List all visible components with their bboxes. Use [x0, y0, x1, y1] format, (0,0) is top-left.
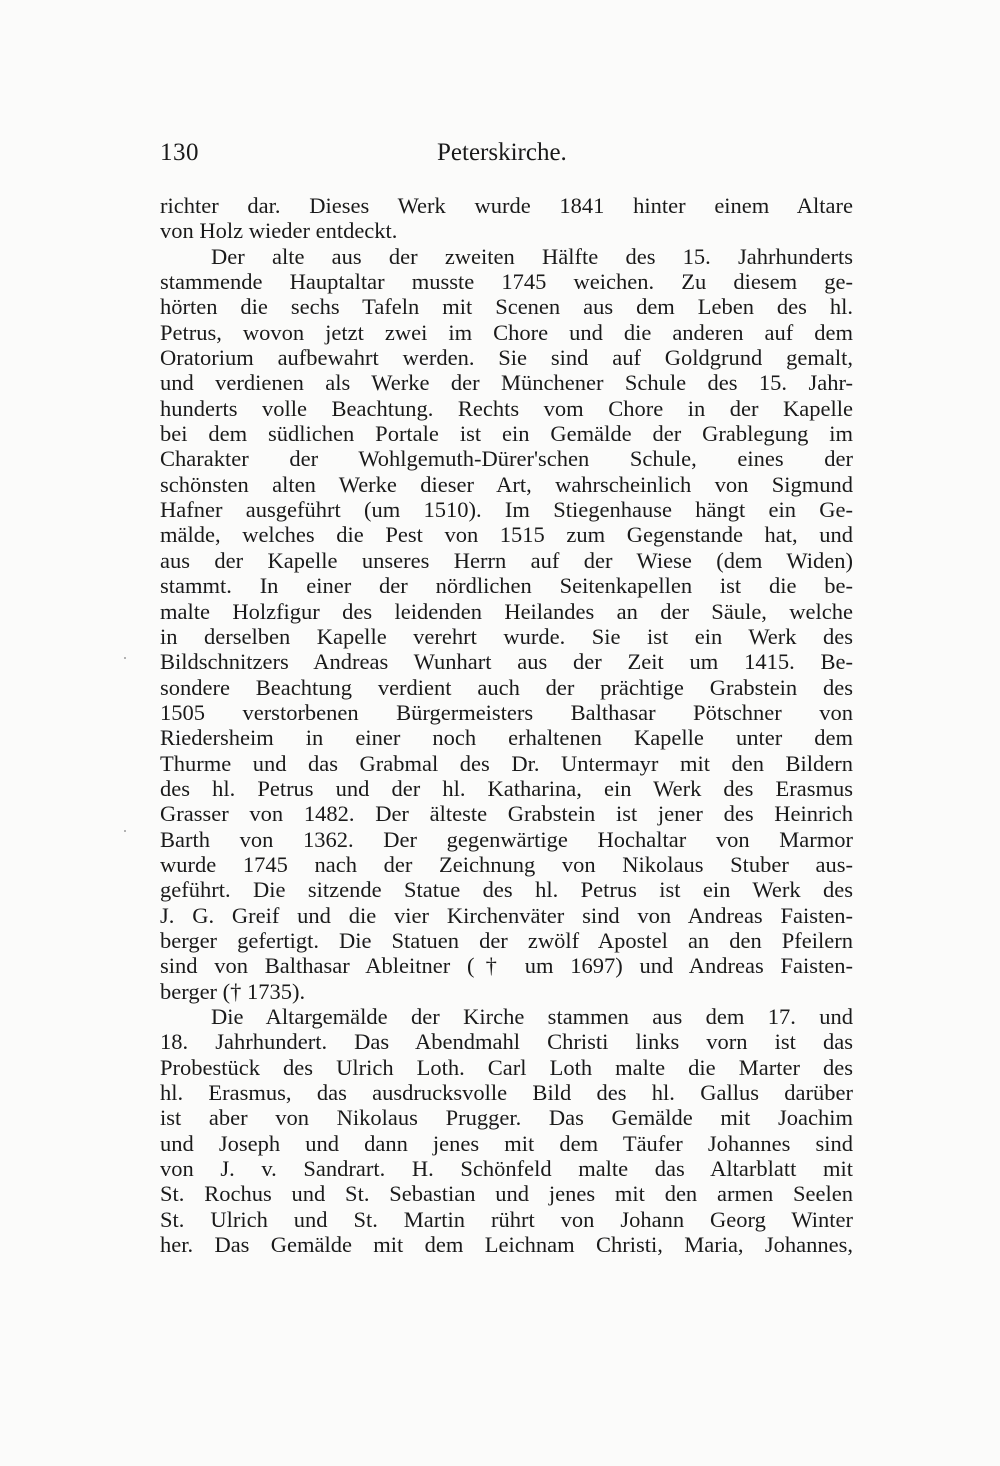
- text-line: berger gefertigt. Die Statuen der zwölf Apostel an den Pfeilern: [160, 927, 853, 953]
- text-line: wurde 1745 nach der Zeichnung von Nikolaus Stuber aus-: [160, 851, 853, 877]
- text-line: des hl. Petrus und der hl. Katharina, ein Werk des Erasmus: [160, 775, 853, 801]
- text-line: Petrus, wovon jetzt zwei im Chore und die anderen auf dem: [160, 319, 853, 345]
- text-line: von J. v. Sandrart. H. Schönfeld malte das Altarblatt mit: [160, 1156, 853, 1182]
- text-line: hl. Erasmus, das ausdrucksvolle Bild des hl. Gallus darüber: [160, 1080, 853, 1106]
- text-line: her. Das Gemälde mit dem Leichnam Christi, Maria, Johannes,: [160, 1232, 853, 1258]
- text-line: von Holz wieder entdeckt.: [160, 218, 398, 244]
- running-head: [160, 138, 880, 172]
- text-line: Hafner ausgeführt (um 1510). Im Stiegenhause hängt ein Ge-: [160, 497, 853, 523]
- page-number: 130: [160, 139, 199, 166]
- text-line: Grasser von 1482. Der älteste Grabstein ist jener des Heinrich: [160, 801, 853, 827]
- text-line: stammt. In einer der nördlichen Seitenkapellen ist die be-: [160, 573, 853, 599]
- text-line: berger († 1735).: [160, 978, 306, 1004]
- text-line: sondere Beachtung verdient auch der prächtige Grabstein des: [160, 674, 853, 700]
- text-line: aus der Kapelle unseres Herrn auf der Wiese (dem Widen): [160, 547, 853, 573]
- text-line: Riedersheim in einer noch erhaltenen Kapelle unter dem: [160, 725, 853, 751]
- text-line: hunderts volle Beachtung. Rechts vom Chore in der Kapelle: [160, 395, 853, 421]
- body-text: [160, 193, 853, 1257]
- running-title: Peterskirche.: [437, 139, 567, 166]
- text-line: Thurme und das Grabmal des Dr. Untermayr mit den Bildern: [160, 750, 853, 776]
- text-line: mälde, welches die Pest von 1515 zum Gegenstande hat, und: [160, 522, 853, 548]
- text-line: ist aber von Nikolaus Prugger. Das Gemälde mit Joachim: [160, 1105, 853, 1131]
- text-line: St. Rochus und St. Sebastian und jenes mit den armen Seelen: [160, 1181, 853, 1207]
- text-line: geführt. Die sitzende Statue des hl. Petrus ist ein Werk des: [160, 877, 853, 903]
- text-line: Bildschnitzers Andreas Wunhart aus der Zeit um 1415. Be-: [160, 649, 853, 675]
- text-line: Charakter der Wohlgemuth-Dürer'schen Schule, eines der: [160, 446, 853, 472]
- text-line: Oratorium aufbewahrt werden. Sie sind auf Goldgrund gemalt,: [160, 345, 853, 371]
- text-line: Die Altargemälde der Kirche stammen aus dem 17. und: [211, 1004, 853, 1029]
- text-line: sind von Balthasar Ableitner († um 1697) und Andreas Faisten-: [160, 953, 853, 979]
- text-line: J. G. Greif und die vier Kirchenväter sind von Andreas Faisten-: [160, 902, 853, 928]
- text-line: schönsten alten Werke dieser Art, wahrscheinlich von Sigmund: [160, 471, 853, 497]
- text-line: hörten die sechs Tafeln mit Scenen aus dem Leben des hl.: [160, 294, 853, 320]
- text-line: 1505 verstorbenen Bürgermeisters Balthasar Pötschner von: [160, 699, 853, 725]
- text-line: Probestück des Ulrich Loth. Carl Loth malte die Marter des: [160, 1054, 853, 1080]
- margin-speck: [124, 830, 126, 832]
- text-line: stammende Hauptaltar musste 1745 weichen. Zu diesem ge-: [160, 269, 853, 295]
- text-line: und Joseph und dann jenes mit dem Täufer Johannes sind: [160, 1130, 853, 1156]
- text-line: Der alte aus der zweiten Hälfte des 15. Jahrhunderts: [211, 243, 853, 269]
- text-line: bei dem südlichen Portale ist ein Gemälde der Grablegung im: [160, 421, 853, 447]
- text-line: Barth von 1362. Der gegenwärtige Hochaltar von Marmor: [160, 826, 853, 852]
- text-line: und verdienen als Werke der Münchener Schule des 15. Jahr-: [160, 370, 853, 396]
- margin-speck: [124, 657, 126, 659]
- text-line: St. Ulrich und St. Martin rührt von Johann Georg Winter: [160, 1206, 853, 1232]
- text-line: 18. Jahrhundert. Das Abendmahl Christi links vorn ist das: [160, 1029, 853, 1055]
- text-line: malte Holzfigur des leidenden Heilandes an der Säule, welche: [160, 598, 853, 624]
- text-line: in derselben Kapelle verehrt wurde. Sie ist ein Werk des: [160, 623, 853, 649]
- text-line: richter dar. Dieses Werk wurde 1841 hinter einem Altare: [160, 193, 853, 218]
